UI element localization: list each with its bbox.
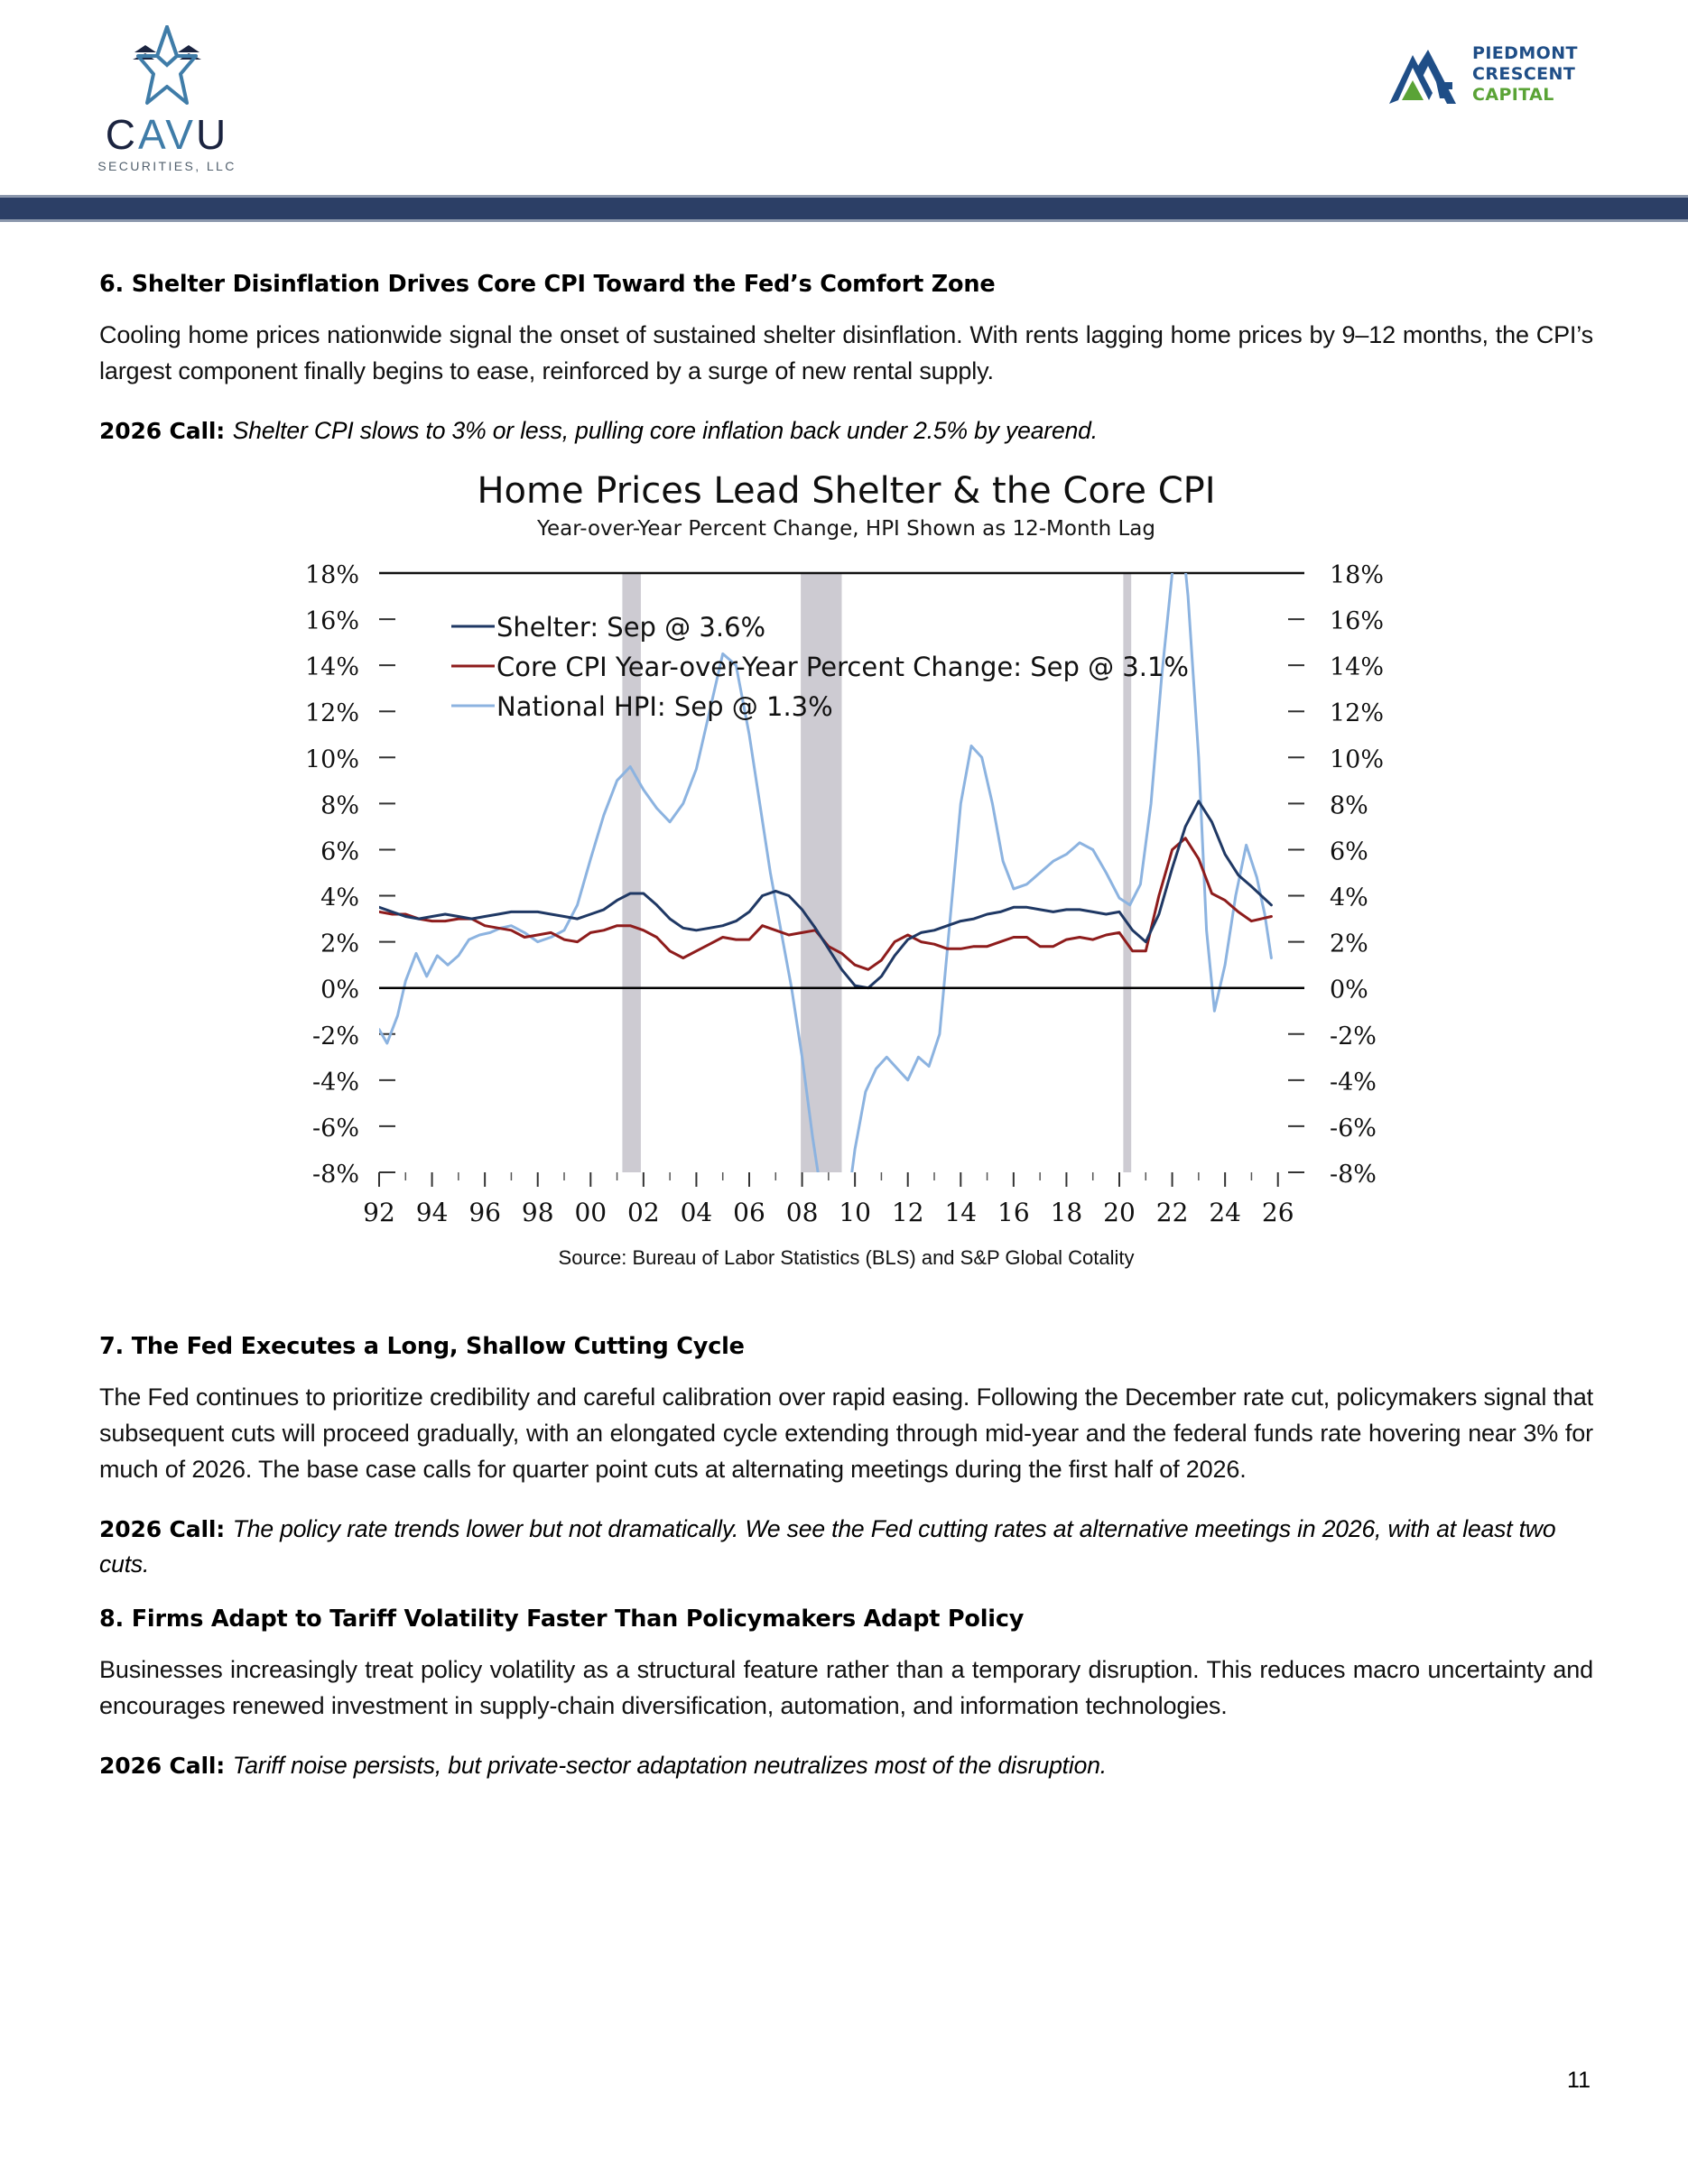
section-8-paragraph: Businesses increasingly treat policy volatility as a structural feature rather than a temporary disruption. This reduces macro uncertainty and encourages renewed investment in supply-chain diversification, automation, and information technologies. xyxy=(99,1656,1593,1720)
section-6-heading: 6. Shelter Disinflation Drives Core CPI Toward the Fed’s Comfort Zone xyxy=(99,271,996,298)
x-axis-label: 04 xyxy=(680,1198,713,1228)
y-axis-label-left: -8% xyxy=(312,1161,359,1189)
cavu-letter-u: U xyxy=(195,111,229,158)
y-axis-label-left: 10% xyxy=(304,745,359,774)
pcc-mountain-icon xyxy=(1386,42,1463,107)
section-7-heading: 7. The Fed Executes a Long, Shallow Cutting Cycle xyxy=(99,1333,745,1361)
chart-svg xyxy=(99,541,1593,1263)
y-axis-label-left: -6% xyxy=(312,1115,359,1143)
x-axis-label: 02 xyxy=(627,1198,660,1228)
y-axis-label-left: 2% xyxy=(320,930,359,958)
y-axis-label-right: 0% xyxy=(1330,976,1368,1004)
section-6-call xyxy=(99,413,1593,449)
page-number: 11 xyxy=(1567,2068,1591,2093)
y-axis-label-right: 14% xyxy=(1330,653,1385,682)
x-axis-label: 16 xyxy=(997,1198,1030,1228)
y-axis-label-left: 8% xyxy=(320,791,359,820)
y-axis-label-left: 14% xyxy=(304,653,359,682)
section-7-call-sep: : xyxy=(216,1515,233,1542)
header-divider-bar xyxy=(0,195,1688,222)
cavu-securities-logo xyxy=(77,16,257,183)
x-axis-label: 24 xyxy=(1209,1198,1241,1228)
section-7-call-text: The policy rate trends lower but not dramatically. We see the Fed cutting rates at alternative meetings in 2026, with at least two cuts. xyxy=(99,1514,1556,1578)
y-axis-label-right: 4% xyxy=(1330,884,1368,912)
x-axis-label: 94 xyxy=(415,1198,449,1228)
x-axis-label: 06 xyxy=(733,1198,765,1228)
home-prices-chart xyxy=(99,472,1593,1329)
x-axis-label: 20 xyxy=(1103,1198,1136,1228)
x-axis-label: 96 xyxy=(468,1198,501,1228)
y-axis-label-right: 18% xyxy=(1330,561,1385,590)
y-axis-label-right: 16% xyxy=(1330,607,1385,636)
y-axis-label-left: 12% xyxy=(304,699,359,728)
document-body xyxy=(99,271,1593,1808)
section-6-call-sep: : xyxy=(216,417,233,444)
cavu-letter-c: C xyxy=(105,111,139,158)
x-axis-label: 12 xyxy=(891,1198,924,1228)
chart-title: Home Prices Lead Shelter & the Core CPI xyxy=(477,470,1216,513)
x-axis-label: 98 xyxy=(521,1198,554,1228)
y-axis-label-right: -2% xyxy=(1330,1022,1377,1050)
y-axis-label-right: 8% xyxy=(1330,791,1368,820)
x-axis-label: 14 xyxy=(944,1198,978,1228)
x-axis-label: 18 xyxy=(1050,1198,1083,1228)
section-7-paragraph: The Fed continues to prioritize credibility and careful calibration over rapid easing. Following the December rate cut, policymakers signal that subsequent cuts will proceed gradually, with an elongated cycle extending through mid-year and the federal funds rate hovering near 3% for much of 2026. The base case calls for quarter point cuts at alternating meetings during the first half of 2026. xyxy=(99,1384,1593,1484)
section-8-heading: 8. Firms Adapt to Tariff Volatility Faster Than Policymakers Adapt Policy xyxy=(99,1606,1025,1633)
cavu-logo-subtitle: SECURITIES, LLC xyxy=(97,159,237,173)
legend-label: National HPI: Sep @ 1.3% xyxy=(496,691,833,723)
x-axis-label: 08 xyxy=(785,1198,819,1228)
y-axis-label-right: 2% xyxy=(1330,930,1368,958)
legend-label: Core CPI Year-over-Year Percent Change: Sep @ 3.1% xyxy=(496,652,1189,683)
y-axis-label-left: 4% xyxy=(320,884,359,912)
cavu-wordmark xyxy=(77,111,257,158)
pcc-wordmark xyxy=(1472,43,1578,106)
y-axis-label-right: -6% xyxy=(1330,1115,1377,1143)
cavu-star-icon xyxy=(127,25,207,111)
legend-label: Shelter: Sep @ 3.6% xyxy=(496,612,766,643)
section-8-call-sep: : xyxy=(216,1753,233,1780)
y-axis-label-left: 0% xyxy=(320,976,359,1004)
pcc-line-2: CRESCENT xyxy=(1472,63,1576,84)
cavu-letter-v: V xyxy=(165,111,196,158)
y-axis-label-right: 12% xyxy=(1330,699,1385,728)
pcc-line-3: CAPITAL xyxy=(1472,85,1554,106)
pcc-line-1: PIEDMONT xyxy=(1472,42,1578,63)
x-axis-label: 00 xyxy=(574,1198,607,1228)
section-6-paragraph: Cooling home prices nationwide signal the onset of sustained shelter disinflation. With rents lagging home prices by 9–12 months, the CPI’s largest component finally begins to ease, reinforced by a surge of new rental supply. xyxy=(99,321,1593,384)
chart-plot-area xyxy=(99,541,1593,1263)
cavu-letter-a: A xyxy=(138,111,166,158)
piedmont-crescent-capital-logo xyxy=(1386,27,1607,122)
x-axis-label: 92 xyxy=(363,1198,395,1228)
chart-source-note: Source: Bureau of Labor Statistics (BLS) and S&P Global Cotality xyxy=(558,1246,1135,1270)
chart-subtitle: Year-over-Year Percent Change, HPI Shown as 12-Month Lag xyxy=(537,517,1155,541)
section-7-call-label: 2026 Call xyxy=(99,1515,217,1542)
y-axis-label-left: 6% xyxy=(320,838,359,866)
section-8-call xyxy=(99,1748,1593,1783)
section-6-call-text: Shelter CPI slows to 3% or less, pulling core inflation back under 2.5% by yearend. xyxy=(232,416,1098,444)
y-axis-label-left: 18% xyxy=(304,561,359,590)
page-header xyxy=(0,0,1688,194)
section-7-call xyxy=(99,1512,1593,1582)
x-axis-label: 22 xyxy=(1155,1198,1189,1228)
y-axis-label-right: 10% xyxy=(1330,745,1385,774)
y-axis-label-right: 6% xyxy=(1330,838,1368,866)
x-axis-label: 10 xyxy=(839,1198,871,1228)
section-8-call-label: 2026 Call xyxy=(99,1753,217,1780)
y-axis-label-left: 16% xyxy=(304,607,359,636)
y-axis-label-left: -4% xyxy=(312,1068,359,1097)
y-axis-label-right: -8% xyxy=(1330,1161,1377,1189)
section-6-call-label: 2026 Call xyxy=(99,417,217,444)
y-axis-label-left: -2% xyxy=(312,1022,359,1050)
y-axis-label-right: -4% xyxy=(1330,1068,1377,1097)
section-8-call-text: Tariff noise persists, but private-sector adaptation neutralizes most of the disruption. xyxy=(232,1752,1107,1780)
x-axis-label: 26 xyxy=(1261,1198,1294,1228)
